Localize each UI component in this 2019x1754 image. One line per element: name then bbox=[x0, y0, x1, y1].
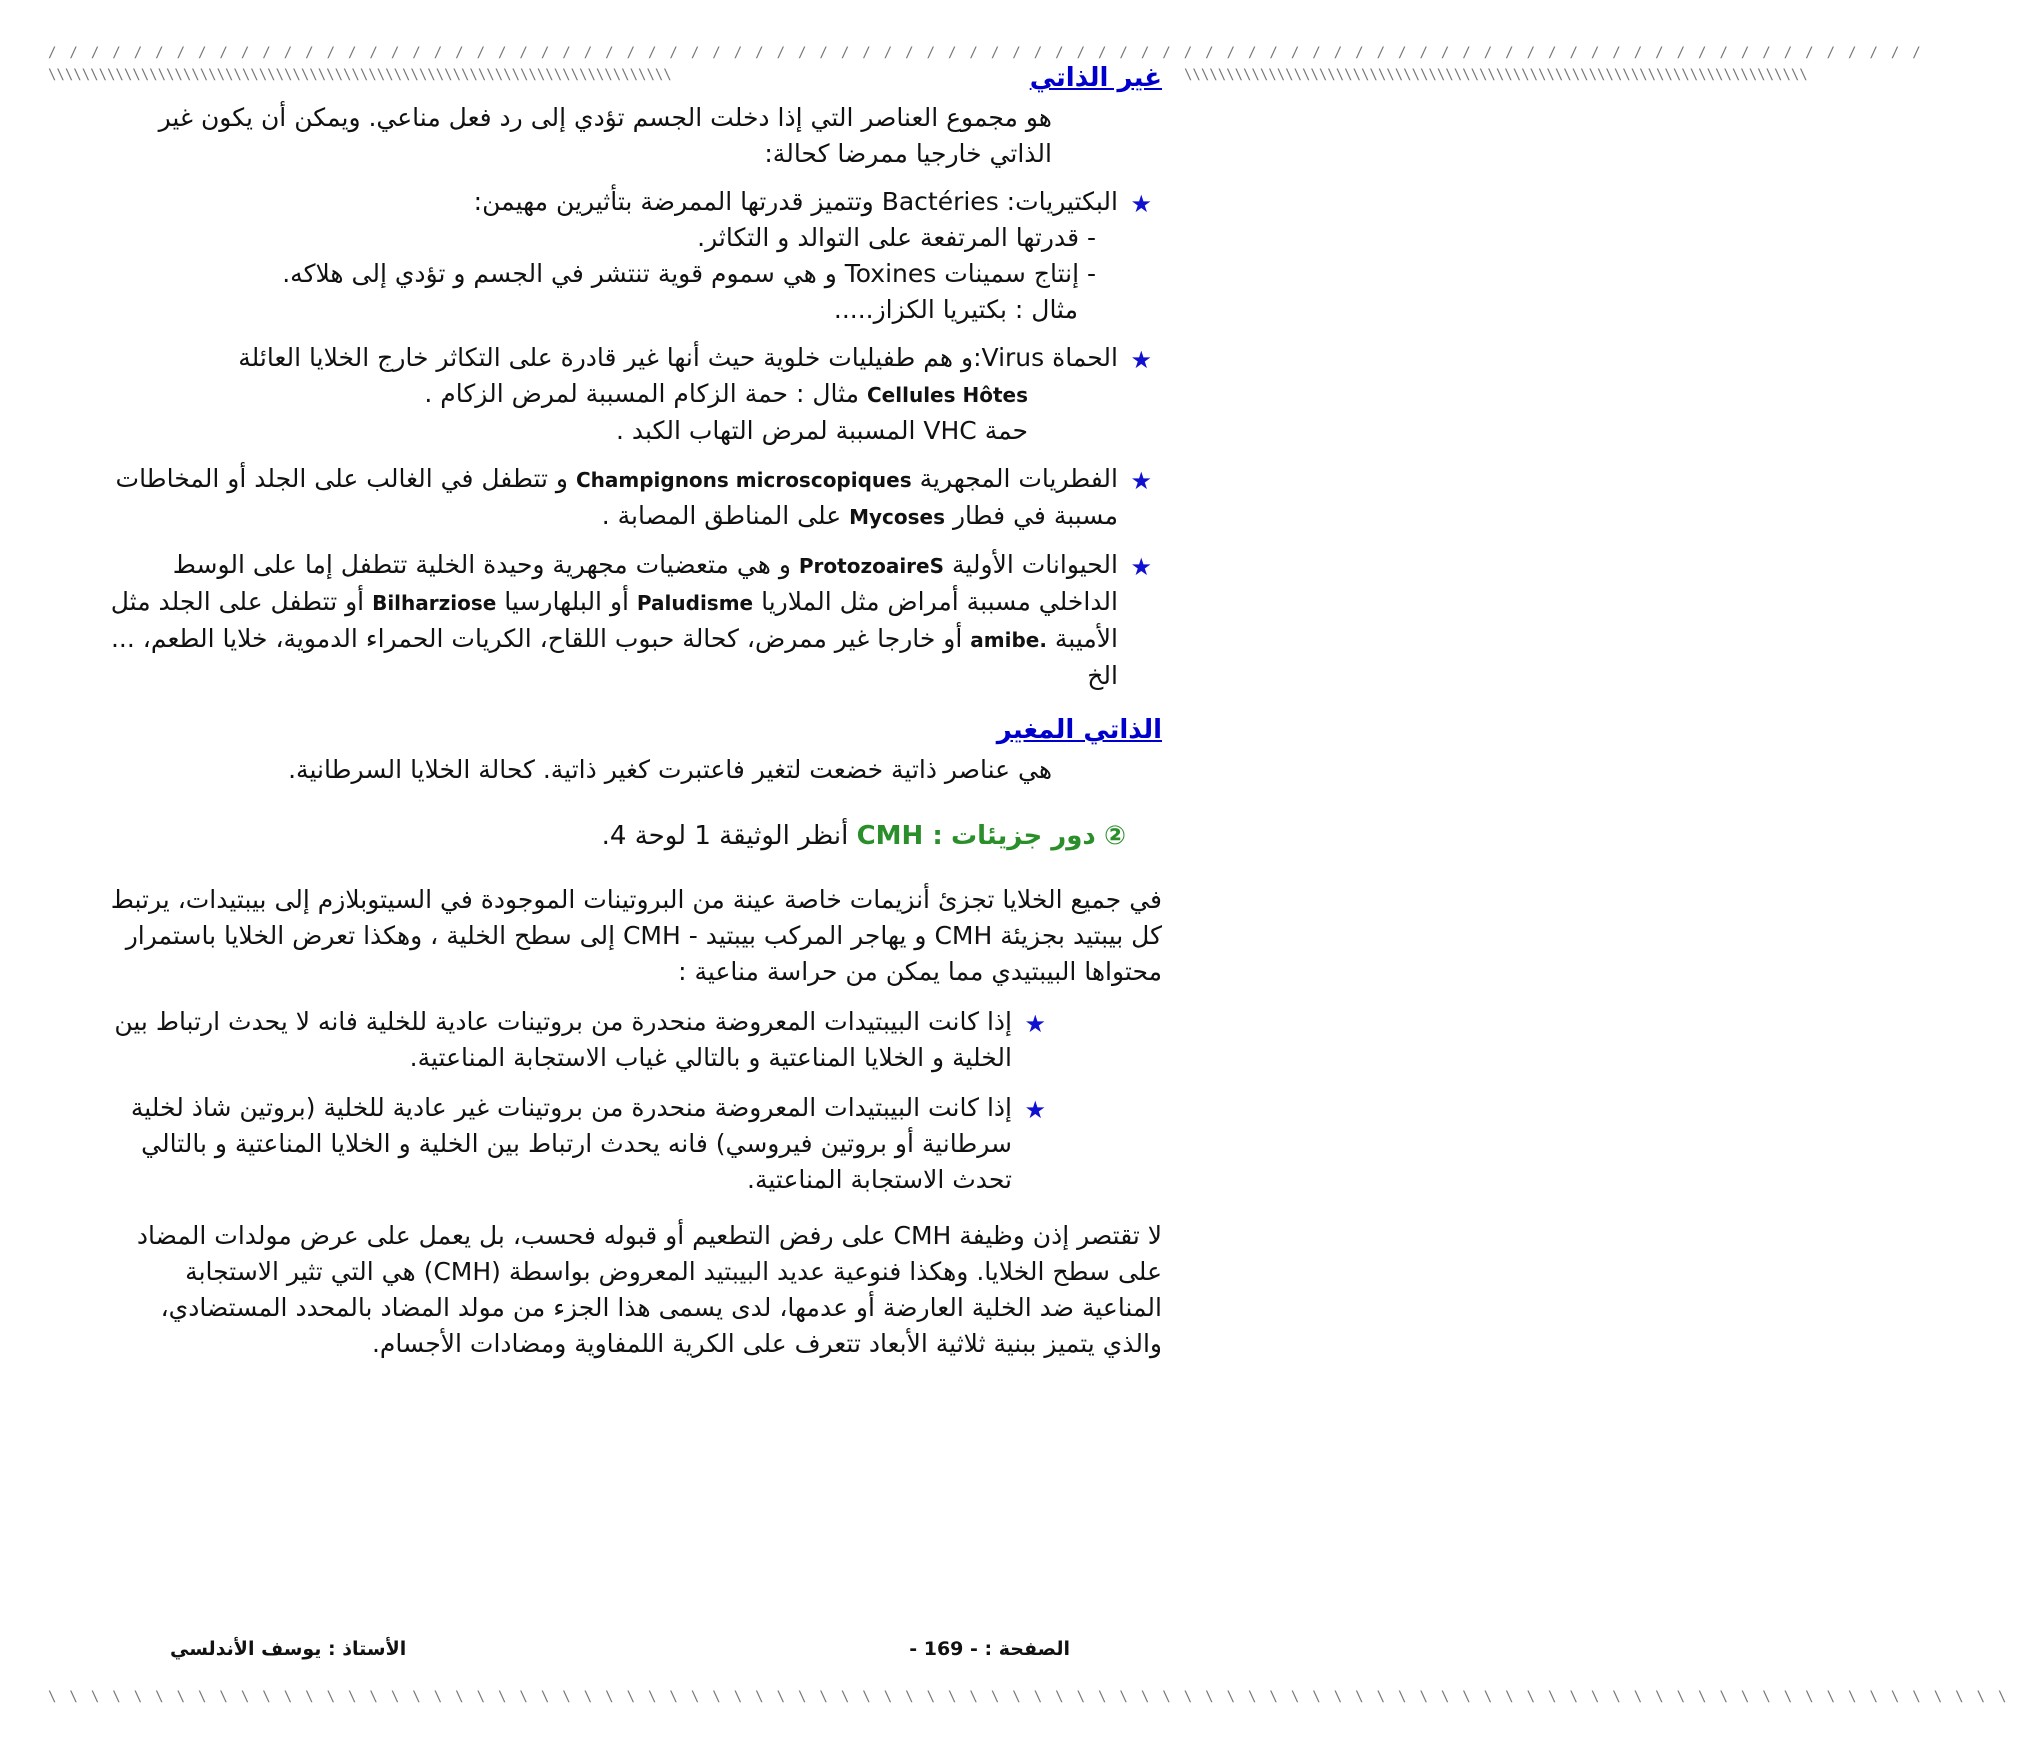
protozoa-item bbox=[100, 547, 1162, 694]
bacteria-term: Bactéries bbox=[881, 187, 999, 216]
vhc-term: VHC bbox=[923, 416, 977, 445]
bacteria-rest: وتتميز قدرتها الممرضة بتأثيرين مهيمن: bbox=[473, 187, 874, 216]
document-body bbox=[100, 60, 1162, 1362]
fungi-rest2: على المناطق المصابة . bbox=[601, 501, 842, 530]
protozoa-rest2: أو البلهارسيا bbox=[504, 587, 629, 616]
non-self-intro: هو مجموع العناصر التي إذا دخلت الجسم تؤدي إلى رد فعل مناعي. ويمكن أن يكون غير الذاتي خارجيا ممرضا كحالة: bbox=[158, 103, 1052, 168]
cmh-title-term: CMH : bbox=[856, 821, 943, 851]
paludisme-term: Paludisme bbox=[636, 591, 754, 615]
virus-example-2 bbox=[100, 413, 1028, 449]
amibe-term: amibe. bbox=[970, 628, 1047, 652]
mycoses-term: Mycoses bbox=[849, 505, 946, 529]
bacteria-point-1: - قدرتها المرتفعة على التوالد و التكاثر. bbox=[100, 220, 1096, 256]
cmh-bullet-1 bbox=[100, 1004, 1056, 1076]
virus-rest: :و هم طفيليات خلوية حيث أنها غير قادرة على التكاثر خارج الخلايا العائلة bbox=[238, 343, 982, 372]
protozoa-lead: الحيوانات الأولية bbox=[951, 550, 1118, 579]
bacteria-line bbox=[100, 184, 1118, 220]
virus-term: Virus bbox=[981, 343, 1045, 372]
cmh-ref: أنظر الوثيقة 1 لوحة 4. bbox=[601, 821, 849, 851]
heading-non-self: غير الذاتي bbox=[1029, 63, 1162, 93]
border-left: \\\\\\\\\\\\\\\\\\\\\\\\\\\\\\\\\\\\\\\\\\\\\\\\\\\\\\\\\\\\\\\\\\\\\\\\\\ bbox=[48, 67, 672, 83]
cmh-title-ar: دور جزيئات bbox=[951, 821, 1096, 851]
bilharziose-term: Bilharziose bbox=[372, 591, 497, 615]
virus-example-1 bbox=[100, 376, 1028, 413]
star-bullet-icon: ★ bbox=[1130, 553, 1152, 581]
fungi-rest: و تتطفل في الغالب على الجلد أو المخاطات مسببة في فطار bbox=[115, 464, 1118, 530]
cmh-bullet-2-text: إذا كانت البيبتيدات المعروضة منحدرة من بروتينات غير عادية للخلية (بروتين شاذ لخلية سرطانية أو بروتين فيروسي) فانه يحدث ارتباط بين الخلية و الخلايا المناعتية و بالتالي تحدث الاستجابة المناعتية. bbox=[130, 1093, 1012, 1194]
host-cells-term: Cellules Hôtes bbox=[867, 383, 1028, 407]
fungi-lead: الفطريات المجهرية bbox=[919, 464, 1118, 493]
border-right: \\\\\\\\\\\\\\\\\\\\\\\\\\\\\\\\\\\\\\\\\\\\\\\\\\\\\\\\\\\\\\\\\\\\\\\\\\ bbox=[1184, 67, 1808, 83]
star-bullet-icon: ★ bbox=[1024, 1096, 1046, 1124]
bacteria-example: مثال : بكتيريا الكزاز..... bbox=[833, 295, 1078, 324]
cmh-paragraph-1: في جميع الخلايا تجزئ أنزيمات خاصة عينة من البروتينات الموجودة في السيتوبلازم إلى بيبتيدات، يرتبط كل بيبتيد بجزيئة CMH و يهاجر المركب بيبتيد - CMH إلى سطح الخلية ، وهكذا تعرض الخلايا باستمرار محتواها البيبتيدي مما يمكن من حراسة مناعية : bbox=[110, 885, 1162, 986]
virus-lead: الحماة bbox=[1052, 343, 1118, 372]
heading-altered-self: الذاتي المغير bbox=[996, 715, 1162, 745]
page-number: - 169 - bbox=[909, 1638, 978, 1660]
cmh-section-title bbox=[100, 818, 1126, 854]
page-label: الصفحة : bbox=[984, 1638, 1070, 1660]
fungi-text bbox=[100, 461, 1118, 535]
toxines-rest: و هي سموم قوية تنتشر في الجسم و تؤدي إلى هلاكه. bbox=[282, 259, 837, 288]
vhc-lead: حمة bbox=[984, 416, 1028, 445]
bacteria-lead: البكتيريات: bbox=[1006, 187, 1118, 216]
protozoa-rest1: و هي متعضيات مجهرية وحيدة الخلية تتطفل إما على الوسط الداخلي مسببة أمراض مثل الملاريا bbox=[172, 550, 1118, 616]
cmh-paragraph-2: لا تقتصر إذن وظيفة CMH على رفض التطعيم أو قبوله فحسب، بل يعمل على عرض مولدات المضاد على سطح الخلايا. وهكذا فنوعية عديد البيبتيد المعروض بواسطة (CMH) هي التي تثير الاستجابة المناعية ضد الخلية العارضة أو عدمها، لدى يسمى هذا الجزء من مولد المضاد بالمحدد المستضادي، والذي يتميز ببنية ثلاثية الأبعاد تتعرف على الكرية اللمفاوية ومضادات الأجسام. bbox=[136, 1221, 1162, 1358]
protozoa-rest3: أو تتطفل على الجلد مثل الأميبة bbox=[110, 587, 1118, 653]
bacteria-point-2 bbox=[100, 256, 1096, 292]
star-bullet-icon: ★ bbox=[1130, 346, 1152, 374]
altered-self-text: هي عناصر ذاتية خضعت لتغير فاعتبرت كغير ذاتية. كحالة الخلايا السرطانية. bbox=[288, 755, 1052, 784]
cmh-bullet-2 bbox=[100, 1090, 1056, 1198]
vhc-rest: المسببة لمرض التهاب الكبد . bbox=[615, 416, 916, 445]
border-bottom: \\\\\\\\\\\\\\\\\\\\\\\\\\\\\\\\\\\\\\\\\\\\\\\\\\\\\\\\\\\\\\\\\\\\\\\\\\\\\\\\\\\\\\\\\\\\ bbox=[48, 1689, 2019, 1705]
bacteria-item bbox=[100, 184, 1162, 328]
fungi-term: Champignons microscopiques bbox=[575, 468, 912, 492]
star-bullet-icon: ★ bbox=[1130, 467, 1152, 495]
toxines-term: Toxines bbox=[844, 259, 937, 288]
protozoa-text bbox=[100, 547, 1118, 694]
teacher-name: الأستاذ : يوسف الأندلسي bbox=[170, 1638, 407, 1660]
page-number-block bbox=[909, 1638, 1070, 1660]
star-bullet-icon: ★ bbox=[1130, 190, 1152, 218]
border-top: //////////////////////////////////////////////////////////////////////////////////////// bbox=[48, 45, 1934, 61]
virus-ex1: مثال : حمة الزكام المسببة لمرض الزكام . bbox=[424, 379, 860, 408]
circled-two-icon: ② bbox=[1103, 821, 1126, 851]
virus-line bbox=[100, 340, 1118, 376]
toxines-lead: إنتاج سمينات bbox=[944, 259, 1080, 288]
cmh-bullet-1-text: إذا كانت البيبتيدات المعروضة منحدرة من بروتينات عادية للخلية فانه لا يحدث ارتباط بين الخلية و الخلايا المناعتية و بالتالي غياب الاستجابة المناعتية. bbox=[114, 1007, 1012, 1072]
protozoa-rest4: أو خارجا غير ممرض، كحالة حبوب اللقاح، الكريات الحمراء الدموية، خلايا الطعم، ... الخ bbox=[110, 624, 1118, 690]
virus-item bbox=[100, 340, 1162, 449]
protozoa-term: ProtozoaireS bbox=[798, 554, 945, 578]
fungi-item bbox=[100, 461, 1162, 535]
star-bullet-icon: ★ bbox=[1024, 1010, 1046, 1038]
